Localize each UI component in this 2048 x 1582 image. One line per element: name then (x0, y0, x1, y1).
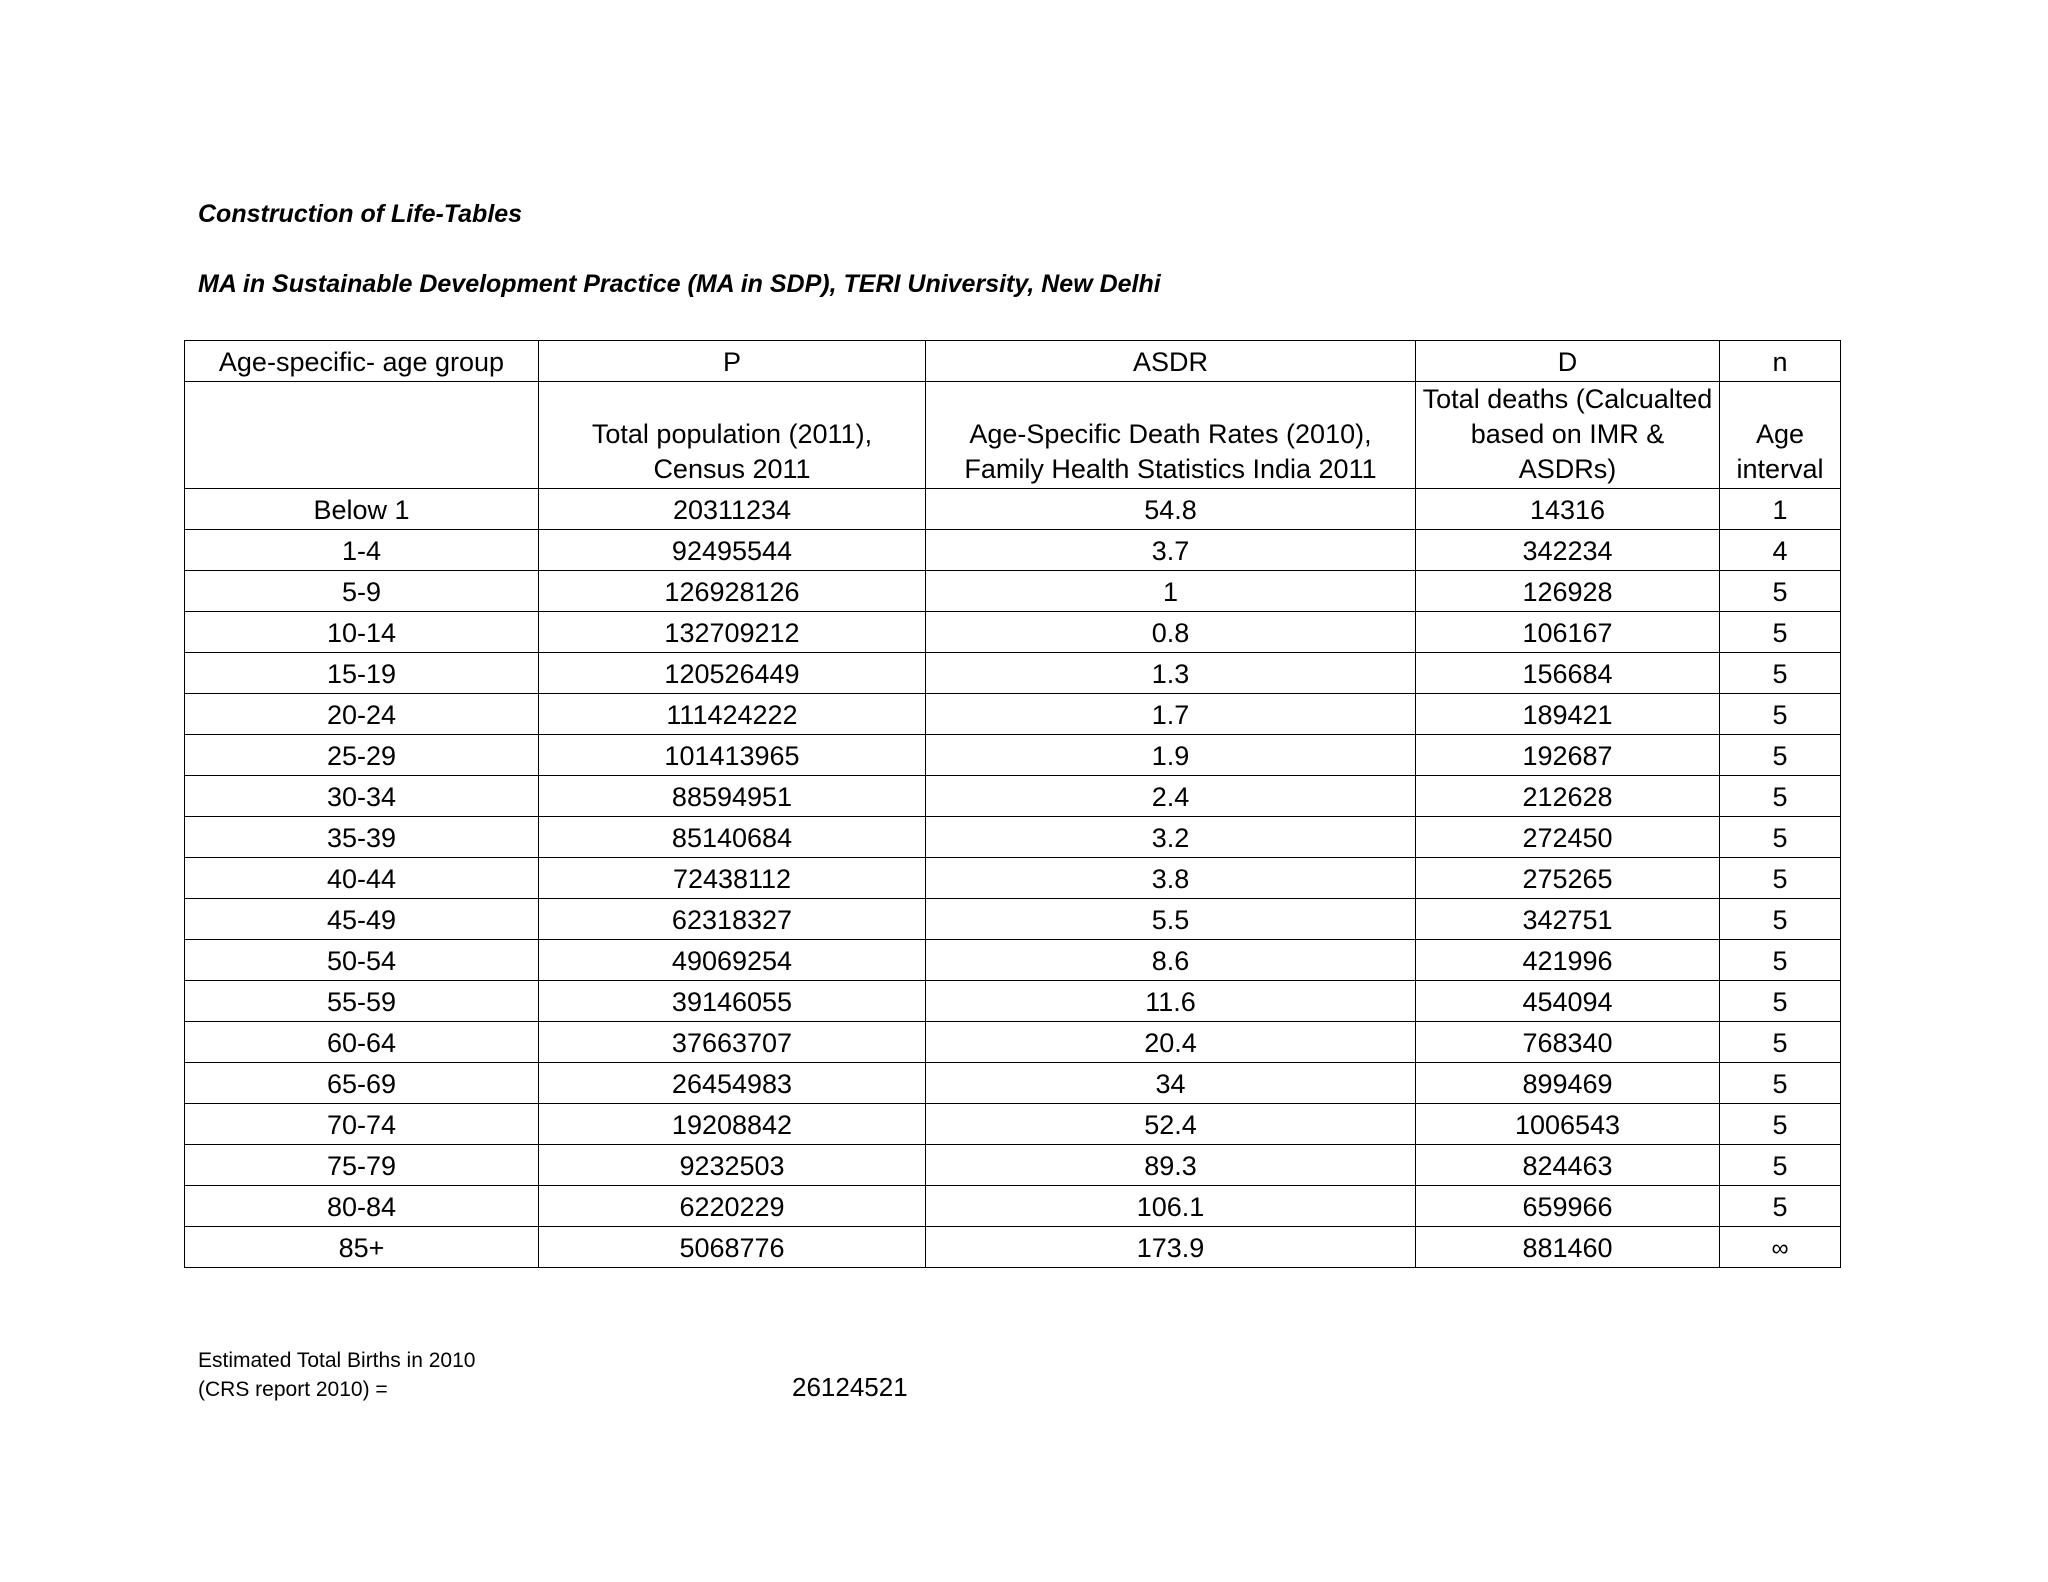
cell-asdr: 3.8 (926, 858, 1416, 899)
cell-age-group: 30-34 (185, 776, 539, 817)
cell-population: 101413965 (539, 735, 926, 776)
cell-age-group: 5-9 (185, 571, 539, 612)
cell-interval: 5 (1720, 776, 1841, 817)
cell-deaths: 824463 (1416, 1145, 1720, 1186)
cell-deaths: 275265 (1416, 858, 1720, 899)
births-value: 26124521 (792, 1372, 908, 1402)
cell-age-group: 25-29 (185, 735, 539, 776)
cell-population: 20311234 (539, 489, 926, 530)
cell-interval: 5 (1720, 981, 1841, 1022)
births-label-line2: (CRS report 2010) = (198, 1378, 388, 1401)
cell-age-group: 40-44 (185, 858, 539, 899)
cell-interval: 5 (1720, 571, 1841, 612)
table-description-row (185, 382, 1841, 489)
cell-asdr: 52.4 (926, 1104, 1416, 1145)
cell-deaths: 192687 (1416, 735, 1720, 776)
cell-asdr: 11.6 (926, 981, 1416, 1022)
cell-asdr: 3.7 (926, 530, 1416, 571)
cell-age-group: 70-74 (185, 1104, 539, 1145)
table-row (185, 489, 1841, 530)
cell-asdr: 3.2 (926, 817, 1416, 858)
cell-age-group: Below 1 (185, 489, 539, 530)
table-row (185, 1227, 1841, 1268)
cell-age-group: 50-54 (185, 940, 539, 981)
cell-deaths: 421996 (1416, 940, 1720, 981)
cell-asdr: 1 (926, 571, 1416, 612)
cell-interval: 5 (1720, 1186, 1841, 1227)
cell-deaths: 342234 (1416, 530, 1720, 571)
table-row (185, 735, 1841, 776)
cell-population: 88594951 (539, 776, 926, 817)
description-death-rates: Age-Specific Death Rates (2010), Family Health Statistics India 2011 (926, 382, 1416, 489)
header-d: D (1416, 341, 1720, 382)
table-header-row (185, 341, 1841, 382)
cell-interval: 5 (1720, 1022, 1841, 1063)
cell-asdr: 106.1 (926, 1186, 1416, 1227)
table-row (185, 858, 1841, 899)
cell-interval: 5 (1720, 735, 1841, 776)
table-row (185, 1022, 1841, 1063)
cell-interval: 5 (1720, 653, 1841, 694)
cell-population: 39146055 (539, 981, 926, 1022)
cell-age-group: 45-49 (185, 899, 539, 940)
cell-age-group: 1-4 (185, 530, 539, 571)
cell-asdr: 1.3 (926, 653, 1416, 694)
cell-asdr: 2.4 (926, 776, 1416, 817)
table-row (185, 1104, 1841, 1145)
cell-asdr: 5.5 (926, 899, 1416, 940)
cell-interval: 5 (1720, 1063, 1841, 1104)
table-row (185, 817, 1841, 858)
description-total-deaths: Total deaths (Calcualted based on IMR & ASDRs) (1416, 382, 1720, 489)
cell-asdr: 54.8 (926, 489, 1416, 530)
cell-population: 19208842 (539, 1104, 926, 1145)
cell-population: 9232503 (539, 1145, 926, 1186)
cell-deaths: 881460 (1416, 1227, 1720, 1268)
cell-interval: 5 (1720, 1145, 1841, 1186)
cell-asdr: 0.8 (926, 612, 1416, 653)
table-row (185, 1186, 1841, 1227)
table-row (185, 940, 1841, 981)
cell-deaths: 899469 (1416, 1063, 1720, 1104)
description-population: Total population (2011), Census 2011 (539, 382, 926, 489)
cell-deaths: 768340 (1416, 1022, 1720, 1063)
births-label-line1: Estimated Total Births in 2010 (198, 1349, 476, 1372)
cell-population: 72438112 (539, 858, 926, 899)
cell-deaths: 156684 (1416, 653, 1720, 694)
cell-population: 132709212 (539, 612, 926, 653)
cell-age-group: 55-59 (185, 981, 539, 1022)
cell-interval: 5 (1720, 940, 1841, 981)
cell-population: 5068776 (539, 1227, 926, 1268)
cell-age-group: 15-19 (185, 653, 539, 694)
cell-asdr: 89.3 (926, 1145, 1416, 1186)
cell-population: 85140684 (539, 817, 926, 858)
cell-interval: 5 (1720, 817, 1841, 858)
cell-interval: 5 (1720, 612, 1841, 653)
cell-asdr: 173.9 (926, 1227, 1416, 1268)
table-row (185, 571, 1841, 612)
cell-interval: 5 (1720, 858, 1841, 899)
table-row (185, 653, 1841, 694)
cell-interval: 5 (1720, 694, 1841, 735)
cell-population: 92495544 (539, 530, 926, 571)
cell-population: 120526449 (539, 653, 926, 694)
document-subtitle: MA in Sustainable Development Practice (MA in SDP), TERI University, New Delhi (198, 270, 1161, 298)
cell-deaths: 14316 (1416, 489, 1720, 530)
header-asdr: ASDR (926, 341, 1416, 382)
cell-interval: 1 (1720, 489, 1841, 530)
cell-asdr: 8.6 (926, 940, 1416, 981)
cell-deaths: 272450 (1416, 817, 1720, 858)
cell-age-group: 65-69 (185, 1063, 539, 1104)
table-row (185, 899, 1841, 940)
table-row (185, 776, 1841, 817)
cell-population: 26454983 (539, 1063, 926, 1104)
cell-age-group: 85+ (185, 1227, 539, 1268)
cell-interval: ∞ (1720, 1227, 1841, 1268)
header-n: n (1720, 341, 1841, 382)
cell-population: 37663707 (539, 1022, 926, 1063)
table-row (185, 694, 1841, 735)
cell-age-group: 10-14 (185, 612, 539, 653)
cell-deaths: 212628 (1416, 776, 1720, 817)
description-age-interval: Age interval (1720, 382, 1841, 489)
table-row (185, 530, 1841, 571)
cell-age-group: 80-84 (185, 1186, 539, 1227)
cell-interval: 4 (1720, 530, 1841, 571)
table-row (185, 612, 1841, 653)
cell-deaths: 454094 (1416, 981, 1720, 1022)
cell-interval: 5 (1720, 899, 1841, 940)
cell-deaths: 1006543 (1416, 1104, 1720, 1145)
table-row (185, 1063, 1841, 1104)
cell-population: 6220229 (539, 1186, 926, 1227)
life-table (184, 340, 1841, 1268)
cell-deaths: 342751 (1416, 899, 1720, 940)
header-age-group: Age-specific- age group (185, 341, 539, 382)
cell-asdr: 20.4 (926, 1022, 1416, 1063)
cell-age-group: 75-79 (185, 1145, 539, 1186)
cell-deaths: 106167 (1416, 612, 1720, 653)
cell-asdr: 34 (926, 1063, 1416, 1104)
cell-interval: 5 (1720, 1104, 1841, 1145)
cell-asdr: 1.7 (926, 694, 1416, 735)
cell-population: 62318327 (539, 899, 926, 940)
cell-population: 111424222 (539, 694, 926, 735)
cell-deaths: 659966 (1416, 1186, 1720, 1227)
table-row (185, 1145, 1841, 1186)
document-title: Construction of Life-Tables (198, 200, 523, 228)
cell-age-group: 60-64 (185, 1022, 539, 1063)
cell-deaths: 126928 (1416, 571, 1720, 612)
births-label (198, 1346, 475, 1404)
cell-population: 49069254 (539, 940, 926, 981)
cell-population: 126928126 (539, 571, 926, 612)
life-table-body (185, 341, 1841, 1268)
header-p: P (539, 341, 926, 382)
cell-asdr: 1.9 (926, 735, 1416, 776)
cell-deaths: 189421 (1416, 694, 1720, 735)
description-age-group (185, 382, 539, 489)
table-row (185, 981, 1841, 1022)
cell-age-group: 20-24 (185, 694, 539, 735)
cell-age-group: 35-39 (185, 817, 539, 858)
